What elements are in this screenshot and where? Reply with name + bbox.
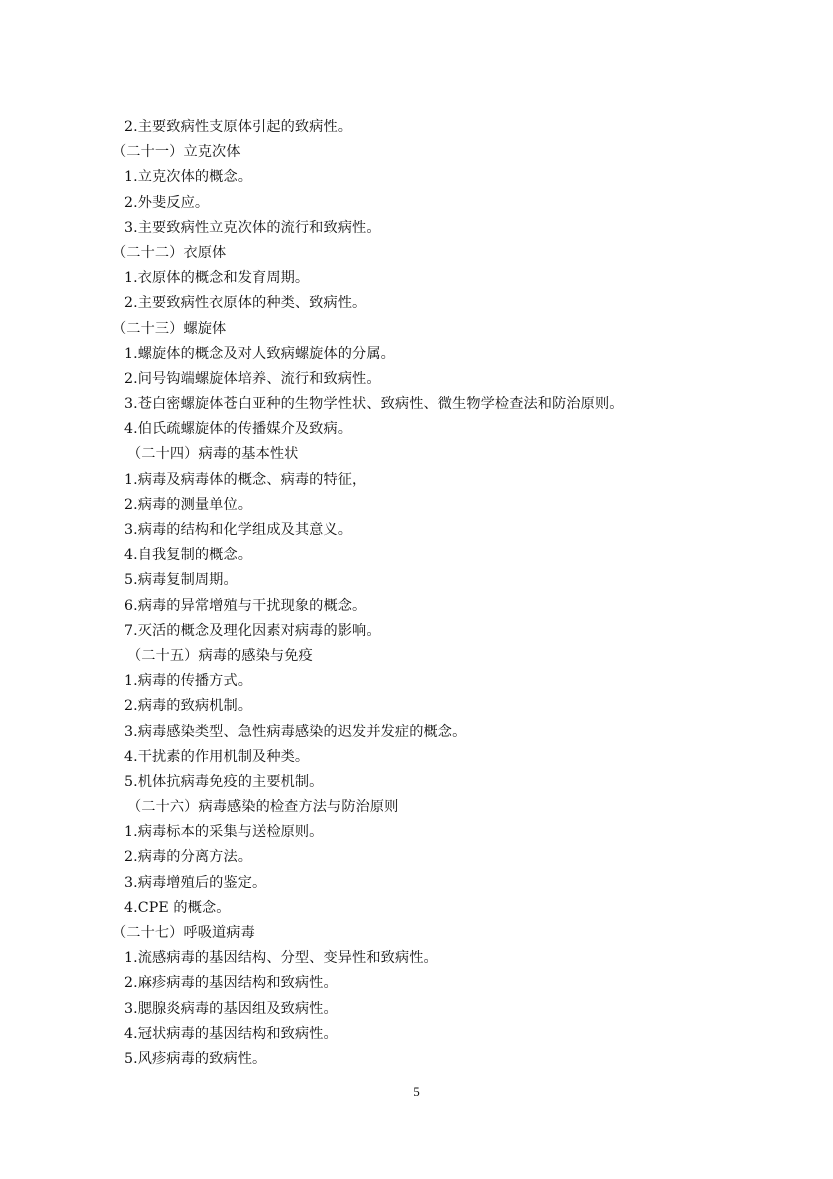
outline-item: 4.伯氏疏螺旋体的传播媒介及致病。 xyxy=(124,421,353,438)
outline-item: 1.病毒标本的采集与送检原则。 xyxy=(124,824,324,841)
outline-item: 2.病毒的分离方法。 xyxy=(124,849,253,866)
outline-item: 2.问号钩端螺旋体培养、流行和致病性。 xyxy=(124,370,381,387)
outline-item: 7.灭活的概念及理化因素对病毒的影响。 xyxy=(124,622,381,639)
outline-item: 1.衣原体的概念和发育周期。 xyxy=(124,270,310,287)
outline-item: 2.麻疹病毒的基因结构和致病性。 xyxy=(124,975,338,992)
outline-item: 4.自我复制的概念。 xyxy=(124,547,253,564)
outline-item: 4.干扰素的作用机制及种类。 xyxy=(124,748,310,765)
outline-item: 1.病毒的传播方式。 xyxy=(124,673,253,690)
outline-item: 3.腮腺炎病毒的基因组及致病性。 xyxy=(124,1000,338,1017)
outline-item: 2.病毒的测量单位。 xyxy=(124,496,253,513)
outline-item: 5.病毒复制周期。 xyxy=(124,572,238,589)
outline-item: 2.主要致病性衣原体的种类、致病性。 xyxy=(124,295,367,312)
outline-item: 2.主要致病性支原体引起的致病性。 xyxy=(124,119,353,135)
outline-item: 3.病毒的结构和化学组成及其意义。 xyxy=(124,522,353,538)
section-heading: （二十四）病毒的基本性状 xyxy=(127,446,299,463)
outline-item: 4.冠状病毒的基因结构和致病性。 xyxy=(124,1025,338,1042)
outline-item: 1.流感病毒的基因结构、分型、变异性和致病性。 xyxy=(124,950,438,967)
section-heading: （二十二）衣原体 xyxy=(112,244,227,261)
outline-item: 5.风疹病毒的致病性。 xyxy=(124,1050,267,1067)
outline-item: 2.外斐反应。 xyxy=(124,194,210,211)
outline-item: 3.病毒增殖后的鉴定。 xyxy=(124,874,267,891)
section-heading: （二十三）螺旋体 xyxy=(112,320,227,337)
outline-item: 3.病毒感染类型、急性病毒感染的迟发并发症的概念。 xyxy=(124,723,467,740)
outline-item: 3.苍白密螺旋体苍白亚种的生物学性状、致病性、微生物学检查法和防治原则。 xyxy=(124,396,624,413)
section-heading: （二十六）病毒感染的检查方法与防治原则 xyxy=(127,799,399,816)
section-heading: （二十五）病毒的感染与免疫 xyxy=(127,647,313,664)
outline-content xyxy=(112,115,752,1072)
section-heading: （二十七）呼吸道病毒 xyxy=(112,925,255,941)
outline-item: 4.CPE 的概念。 xyxy=(124,899,231,916)
outline-item: 5.机体抗病毒免疫的主要机制。 xyxy=(124,773,324,790)
outline-item: 2.病毒的致病机制。 xyxy=(124,698,253,715)
outline-item: 1.螺旋体的概念及对人致病螺旋体的分属。 xyxy=(124,345,395,362)
outline-item: 1.立克次体的概念。 xyxy=(124,169,253,186)
outline-item: 3.主要致病性立克次体的流行和致病性。 xyxy=(124,219,381,236)
outline-item: 1.病毒及病毒体的概念、病毒的特征， xyxy=(124,471,367,488)
section-heading: （二十一）立克次体 xyxy=(112,144,241,161)
page-number: 5 xyxy=(413,1084,420,1099)
outline-item: 6.病毒的异常增殖与干扰现象的概念。 xyxy=(124,597,367,614)
